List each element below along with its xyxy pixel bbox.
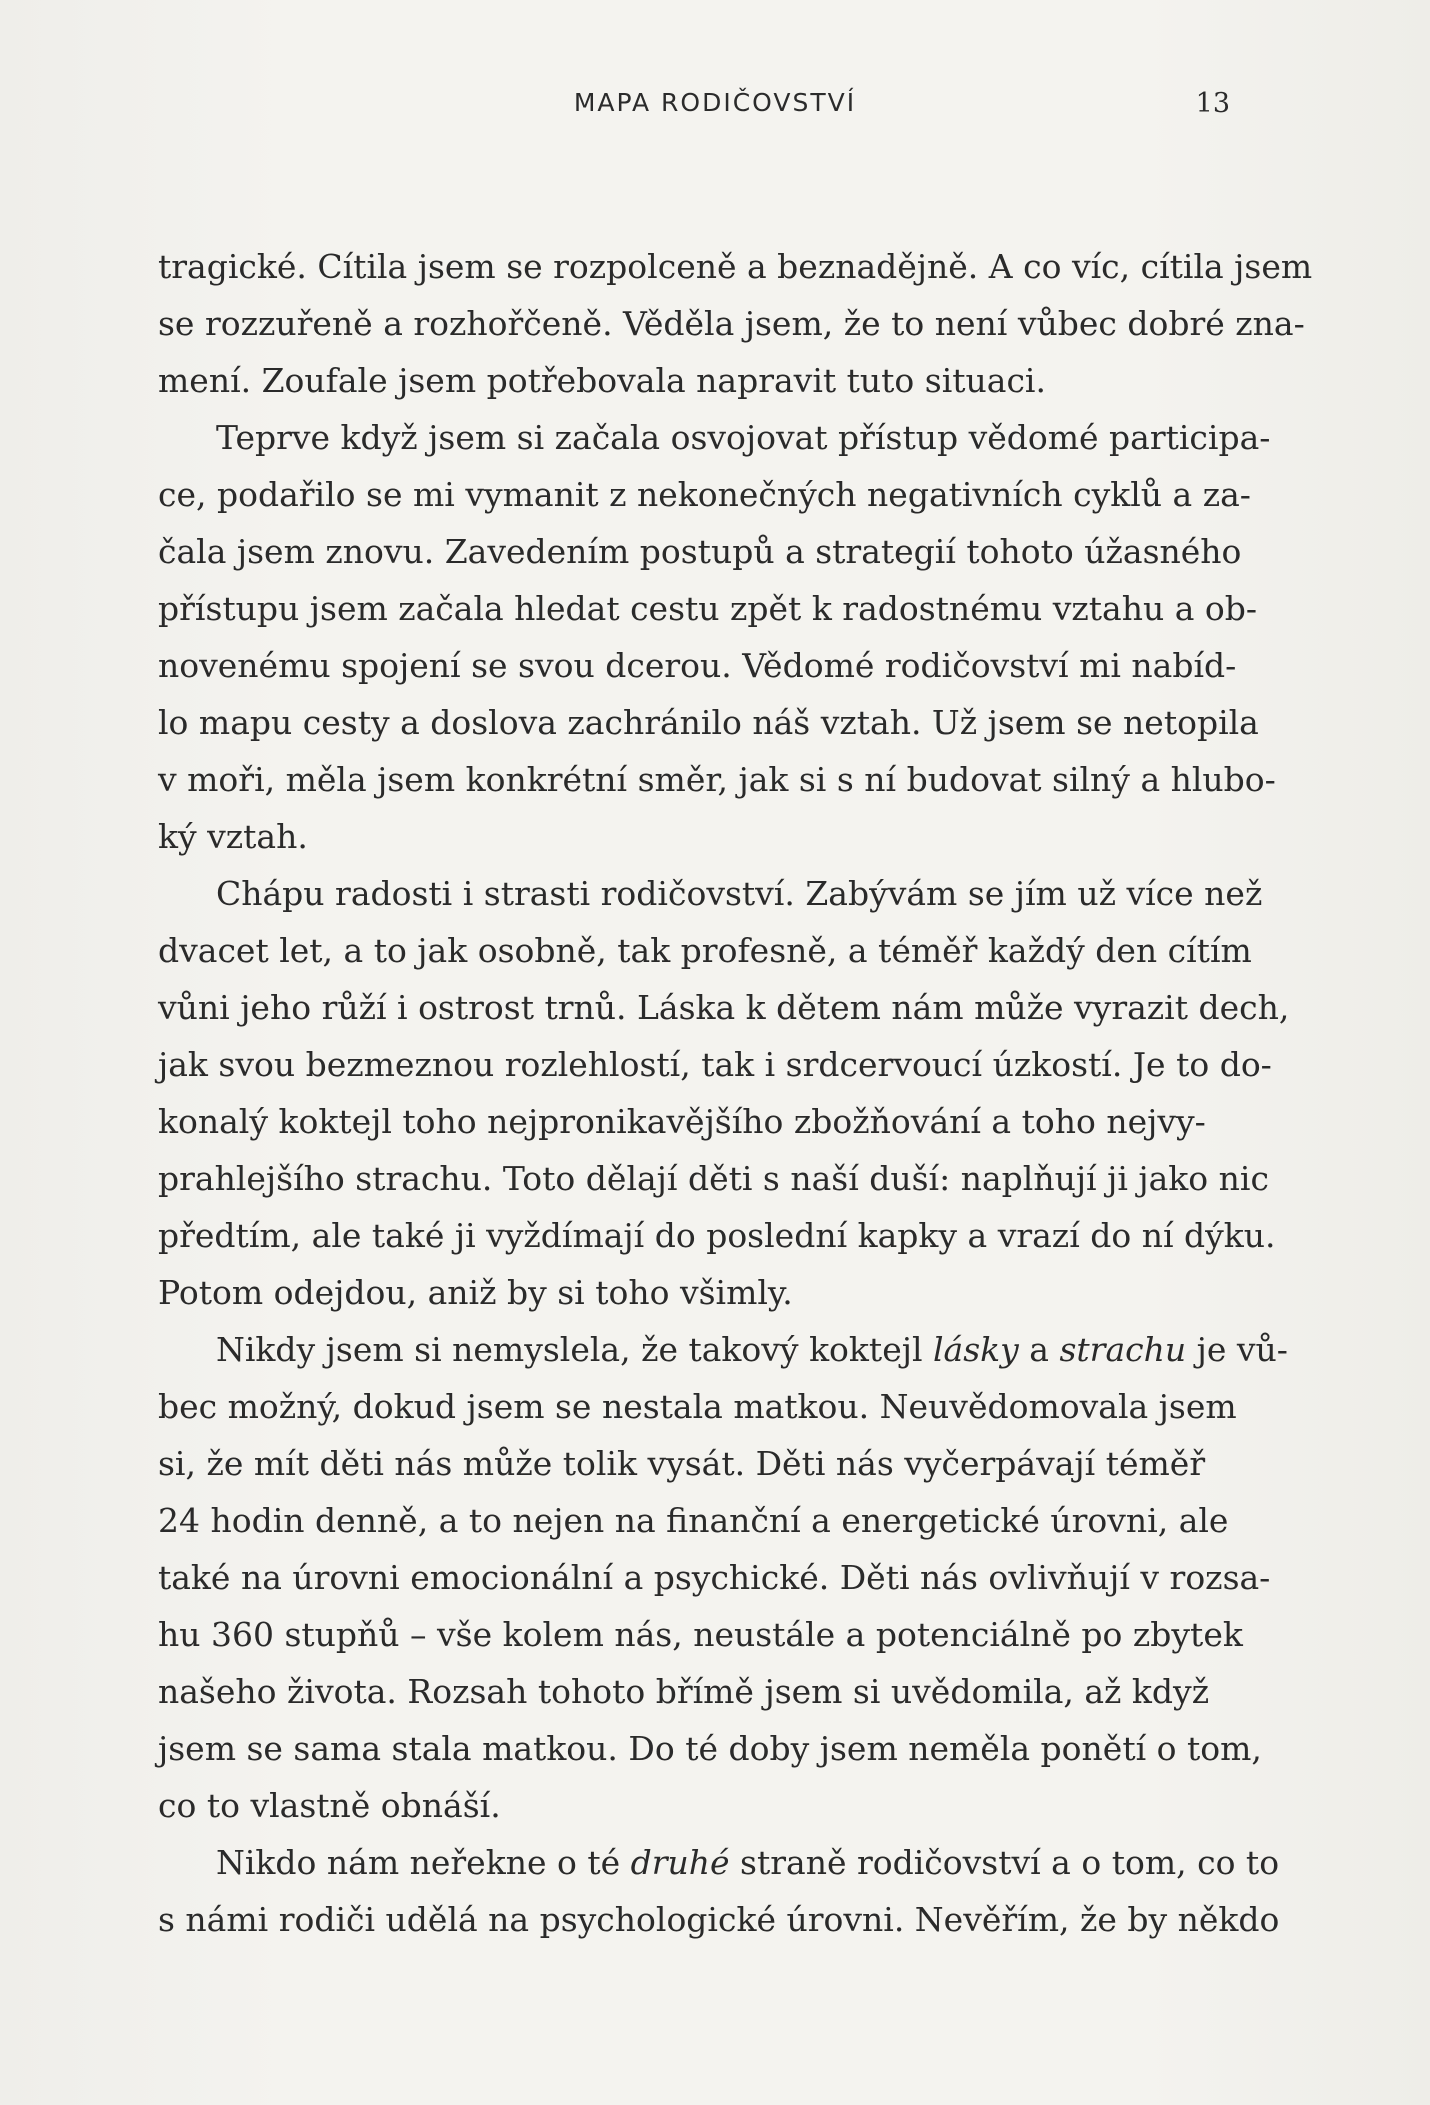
- text-run: Nikdy jsem si nemyslela, že takový koktejl: [216, 1330, 933, 1369]
- text-line: bec možný, dokud jsem se nestala matkou. Neuvědomovala jsem: [158, 1387, 1237, 1426]
- paragraph-1: [158, 238, 1313, 409]
- text-line: 24 hodin denně, a to nejen na finanční a energetické úrovni, ale: [158, 1501, 1229, 1540]
- text-line: mení. Zoufale jsem potřebovala napravit tuto situaci.: [158, 361, 1046, 400]
- text-line: se rozzuřeně a rozhořčeně. Věděla jsem, že to není vůbec dobré zna-: [158, 304, 1305, 343]
- text-line: novenému spojení se svou dcerou. Vědomé rodičovství mi nabíd-: [158, 646, 1237, 685]
- text-line: si, že mít děti nás může tolik vysát. Děti nás vyčerpávají téměř: [158, 1444, 1206, 1483]
- text-line: prahlejšího strachu. Toto dělají děti s naší duší: naplňují ji jako nic: [158, 1159, 1269, 1198]
- text-line: v moři, měla jsem konkrétní směr, jak si s ní budovat silný a hlubo-: [158, 760, 1276, 799]
- text-line: [158, 1834, 1280, 1891]
- text-line: jak svou bezmeznou rozlehlostí, tak i srdcervoucí úzkostí. Je to do-: [158, 1045, 1272, 1084]
- text-line: také na úrovni emocionální a psychické. Děti nás ovlivňují v rozsa-: [158, 1558, 1271, 1597]
- text-line: čala jsem znovu. Zavedením postupů a strategií tohoto úžasného: [158, 532, 1242, 571]
- running-head: [0, 88, 1430, 128]
- text-run: a: [1018, 1330, 1060, 1369]
- text-line: našeho života. Rozsah tohoto břímě jsem si uvědomila, až když: [158, 1672, 1210, 1711]
- text-line: Teprve když jsem si začala osvojovat přístup vědomé participa-: [216, 418, 1271, 457]
- text-line: lo mapu cesty a doslova zachránilo náš vztah. Už jsem se netopila: [158, 703, 1259, 742]
- text-run: je vů-: [1186, 1330, 1288, 1369]
- emphasis-druhe: druhé: [630, 1843, 730, 1882]
- text-line: s námi rodiči udělá na psychologické úrovni. Nevěřím, že by někdo: [158, 1900, 1280, 1939]
- text-line: předtím, ale také ji vyždímají do poslední kapky a vrazí do ní dýku.: [158, 1216, 1276, 1255]
- text-line: co to vlastně obnáší.: [158, 1786, 501, 1825]
- text-line: hu 360 stupňů – vše kolem nás, neustále a potenciálně po zbytek: [158, 1615, 1243, 1654]
- paragraph-4: [158, 1321, 1288, 1834]
- text-run: straně rodičovství a o tom, co to: [729, 1843, 1280, 1882]
- text-line: Chápu radosti i strasti rodičovství. Zabývám se jím už více než: [216, 874, 1263, 913]
- paragraph-3: [158, 865, 1290, 1321]
- text-line: ce, podařilo se mi vymanit z nekonečných negativních cyklů a za-: [158, 475, 1251, 514]
- text-line: konalý koktejl toho nejpronikavějšího zbožňování a toho nejvy-: [158, 1102, 1206, 1141]
- text-line: ký vztah.: [158, 817, 308, 856]
- paragraph-5: [158, 1834, 1280, 1948]
- text-line: dvacet let, a to jak osobně, tak profesně, a téměř každý den cítím: [158, 931, 1252, 970]
- page-number: 13: [1195, 88, 1230, 119]
- text-line: jsem se sama stala matkou. Do té doby jsem neměla ponětí o tom,: [158, 1729, 1262, 1768]
- text-line: [158, 1321, 1288, 1378]
- paragraph-2: [158, 409, 1276, 865]
- text-run: Nikdo nám neřekne o té: [216, 1843, 631, 1882]
- emphasis-strachu: strachu: [1059, 1330, 1187, 1369]
- running-title: MAPA RODIČOVSTVÍ: [573, 88, 857, 117]
- body-text: [158, 238, 1313, 1948]
- text-line: přístupu jsem začala hledat cestu zpět k radostnému vztahu a ob-: [158, 589, 1258, 628]
- emphasis-lasky: lásky: [933, 1330, 1019, 1369]
- text-line: vůni jeho růží i ostrost trnů. Láska k dětem nám může vyrazit dech,: [158, 988, 1290, 1027]
- text-line: tragické. Cítila jsem se rozpolceně a beznadějně. A co víc, cítila jsem: [158, 247, 1313, 286]
- text-line: Potom odejdou, aniž by si toho všimly.: [158, 1273, 793, 1312]
